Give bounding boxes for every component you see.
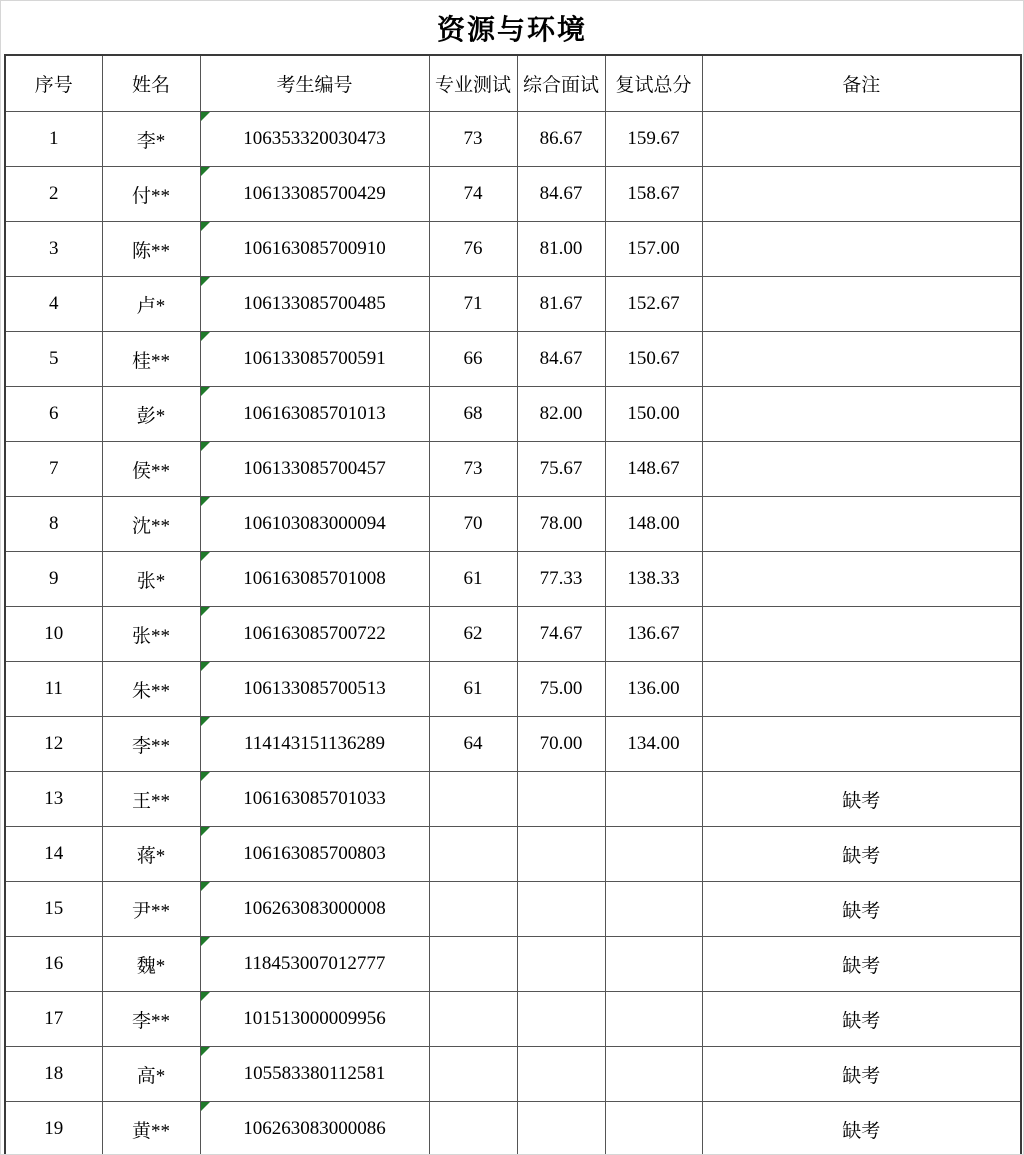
cell-value: 150.00 (627, 403, 680, 424)
cell-value: 106133085700485 (243, 293, 386, 314)
cell-retest-total (605, 277, 702, 332)
number-stored-as-text-triangle-icon (201, 277, 210, 286)
cell-remarks (702, 662, 1021, 717)
cell-index (5, 1047, 102, 1102)
cell-comprehensive-interview (517, 552, 605, 607)
cell-comprehensive-interview (517, 662, 605, 717)
cell-candidate-id (200, 387, 429, 442)
column-header-professional-test: 专业测试 (429, 55, 517, 112)
number-stored-as-text-triangle-icon (201, 167, 210, 176)
cell-comprehensive-interview (517, 332, 605, 387)
cell-comprehensive-interview (517, 222, 605, 277)
cell-name (102, 497, 200, 552)
cell-professional-test (429, 497, 517, 552)
cell-comprehensive-interview (517, 1102, 605, 1155)
cell-name (102, 277, 200, 332)
header-row (5, 55, 1021, 112)
cell-candidate-id (200, 442, 429, 497)
cell-value: 152.67 (627, 293, 680, 314)
cell-index (5, 222, 102, 277)
cell-comprehensive-interview (517, 497, 605, 552)
cell-comprehensive-interview (517, 1047, 605, 1102)
cell-value: 缺考 (842, 900, 881, 922)
cell-value: 王** (131, 790, 170, 812)
cell-name (102, 937, 200, 992)
cell-candidate-id (200, 277, 429, 332)
cell-candidate-id (200, 222, 429, 277)
cell-value: 150.67 (627, 348, 680, 369)
cell-value: 73 (463, 128, 483, 149)
cell-value: 64 (463, 733, 483, 754)
cell-value: 沈** (131, 515, 170, 537)
cell-value: 106133085700457 (243, 458, 386, 479)
cell-comprehensive-interview (517, 442, 605, 497)
cell-remarks (702, 992, 1021, 1047)
cell-retest-total (605, 552, 702, 607)
cell-remarks (702, 937, 1021, 992)
cell-retest-total (605, 1047, 702, 1102)
cell-value: 148.67 (627, 458, 680, 479)
cell-value: 缺考 (842, 1010, 881, 1032)
cell-value: 12 (44, 733, 64, 754)
cell-comprehensive-interview (517, 607, 605, 662)
cell-remarks (702, 387, 1021, 442)
cell-candidate-id (200, 717, 429, 772)
number-stored-as-text-triangle-icon (201, 442, 210, 451)
table-row (5, 332, 1021, 387)
column-header-remarks: 备注 (702, 55, 1021, 112)
number-stored-as-text-triangle-icon (201, 497, 210, 506)
cell-comprehensive-interview (517, 167, 605, 222)
cell-value: 缺考 (842, 790, 881, 812)
cell-comprehensive-interview (517, 717, 605, 772)
cell-value: 10 (44, 623, 64, 644)
cell-value: 18 (44, 1063, 64, 1084)
cell-name (102, 442, 200, 497)
cell-comprehensive-interview (517, 112, 605, 167)
cell-remarks (702, 497, 1021, 552)
number-stored-as-text-triangle-icon (201, 332, 210, 341)
cell-value: 148.00 (627, 513, 680, 534)
number-stored-as-text-triangle-icon (201, 112, 210, 121)
cell-retest-total (605, 442, 702, 497)
number-stored-as-text-triangle-icon (201, 552, 210, 561)
table-row (5, 277, 1021, 332)
cell-value: 81.00 (539, 238, 583, 259)
cell-value: 106163085701008 (243, 568, 386, 589)
cell-value: 114143151136289 (243, 733, 386, 754)
cell-value: 4 (49, 293, 59, 314)
table-row (5, 497, 1021, 552)
number-stored-as-text-triangle-icon (201, 1102, 210, 1111)
cell-value: 14 (44, 843, 64, 864)
cell-index (5, 662, 102, 717)
cell-value: 106163085701033 (243, 788, 386, 809)
cell-name (102, 772, 200, 827)
cell-index (5, 442, 102, 497)
number-stored-as-text-triangle-icon (201, 772, 210, 781)
cell-professional-test (429, 167, 517, 222)
cell-index (5, 167, 102, 222)
cell-index (5, 332, 102, 387)
cell-value: 高* (136, 1065, 166, 1087)
cell-candidate-id (200, 607, 429, 662)
number-stored-as-text-triangle-icon (201, 387, 210, 396)
cell-candidate-id (200, 662, 429, 717)
cell-value: 74 (463, 183, 483, 204)
cell-value: 84.67 (539, 348, 583, 369)
cell-value: 缺考 (842, 955, 881, 977)
cell-value: 157.00 (627, 238, 680, 259)
number-stored-as-text-triangle-icon (201, 882, 210, 891)
table-row (5, 827, 1021, 882)
cell-name (102, 607, 200, 662)
cell-value: 68 (463, 403, 483, 424)
cell-retest-total (605, 222, 702, 277)
cell-value: 缺考 (842, 845, 881, 867)
cell-value: 159.67 (627, 128, 680, 149)
cell-value: 106133085700429 (243, 183, 386, 204)
cell-value: 张* (136, 570, 166, 592)
cell-remarks (702, 1047, 1021, 1102)
cell-value: 86.67 (539, 128, 583, 149)
cell-name (102, 882, 200, 937)
cell-value: 75.67 (539, 458, 583, 479)
cell-value: 15 (44, 898, 64, 919)
number-stored-as-text-triangle-icon (201, 662, 210, 671)
cell-professional-test (429, 1047, 517, 1102)
cell-value: 8 (49, 513, 59, 534)
cell-value: 16 (44, 953, 64, 974)
table-row (5, 772, 1021, 827)
cell-value: 缺考 (842, 1065, 881, 1087)
cell-comprehensive-interview (517, 827, 605, 882)
cell-retest-total (605, 607, 702, 662)
cell-name (102, 222, 200, 277)
cell-retest-total (605, 882, 702, 937)
cell-professional-test (429, 992, 517, 1047)
cell-value: 101513000009956 (243, 1008, 386, 1029)
table-row (5, 607, 1021, 662)
cell-name (102, 112, 200, 167)
table-row (5, 387, 1021, 442)
column-header-name: 姓名 (102, 55, 200, 112)
cell-retest-total (605, 717, 702, 772)
cell-value: 106353320030473 (243, 128, 386, 149)
cell-value: 黄** (131, 1120, 170, 1142)
cell-name (102, 332, 200, 387)
cell-value: 106163085701013 (243, 403, 386, 424)
table-body (5, 112, 1021, 1155)
cell-candidate-id (200, 882, 429, 937)
cell-value: 82.00 (539, 403, 583, 424)
cell-value: 卢* (136, 295, 166, 317)
cell-value: 李* (136, 130, 166, 152)
cell-retest-total (605, 112, 702, 167)
cell-value: 桂** (131, 350, 170, 372)
cell-value: 尹** (131, 900, 170, 922)
cell-value: 136.67 (627, 623, 680, 644)
cell-remarks (702, 1102, 1021, 1155)
cell-name (102, 387, 200, 442)
cell-professional-test (429, 937, 517, 992)
cell-name (102, 662, 200, 717)
cell-value: 李** (131, 1010, 170, 1032)
cell-candidate-id (200, 992, 429, 1047)
cell-index (5, 552, 102, 607)
cell-value: 66 (463, 348, 483, 369)
column-header-index: 序号 (5, 55, 102, 112)
number-stored-as-text-triangle-icon (201, 607, 210, 616)
table-row (5, 167, 1021, 222)
cell-value: 76 (463, 238, 483, 259)
cell-index (5, 937, 102, 992)
cell-retest-total (605, 662, 702, 717)
cell-candidate-id (200, 772, 429, 827)
cell-value: 13 (44, 788, 64, 809)
cell-value: 70 (463, 513, 483, 534)
cell-value: 6 (49, 403, 59, 424)
number-stored-as-text-triangle-icon (201, 992, 210, 1001)
cell-index (5, 717, 102, 772)
cell-remarks (702, 607, 1021, 662)
cell-professional-test (429, 222, 517, 277)
number-stored-as-text-triangle-icon (201, 222, 210, 231)
cell-value: 71 (463, 293, 483, 314)
table-row (5, 717, 1021, 772)
cell-value: 106133085700591 (243, 348, 386, 369)
cell-remarks (702, 772, 1021, 827)
cell-comprehensive-interview (517, 937, 605, 992)
cell-retest-total (605, 827, 702, 882)
cell-value: 70.00 (539, 733, 583, 754)
table-row (5, 1047, 1021, 1102)
cell-value: 陈** (131, 240, 170, 262)
cell-value: 19 (44, 1118, 64, 1139)
cell-value: 74.67 (539, 623, 583, 644)
cell-value: 73 (463, 458, 483, 479)
cell-candidate-id (200, 112, 429, 167)
title-bar (1, 1, 1023, 54)
cell-remarks (702, 717, 1021, 772)
cell-professional-test (429, 552, 517, 607)
cell-remarks (702, 827, 1021, 882)
cell-value: 侯** (131, 460, 170, 482)
cell-value: 7 (49, 458, 59, 479)
cell-value: 105583380112581 (243, 1063, 386, 1084)
cell-index (5, 882, 102, 937)
column-header-candidate-id: 考生编号 (200, 55, 429, 112)
cell-value: 缺考 (842, 1120, 881, 1142)
cell-value: 朱** (131, 680, 170, 702)
cell-value: 84.67 (539, 183, 583, 204)
cell-index (5, 387, 102, 442)
cell-professional-test (429, 772, 517, 827)
cell-retest-total (605, 937, 702, 992)
cell-candidate-id (200, 827, 429, 882)
cell-name (102, 827, 200, 882)
page-title: 资源与环境 (436, 14, 587, 46)
cell-index (5, 277, 102, 332)
cell-value: 1 (49, 128, 59, 149)
cell-remarks (702, 277, 1021, 332)
table-row (5, 992, 1021, 1047)
cell-value: 81.67 (539, 293, 583, 314)
cell-remarks (702, 112, 1021, 167)
cell-remarks (702, 882, 1021, 937)
table-row (5, 882, 1021, 937)
cell-value: 17 (44, 1008, 64, 1029)
cell-professional-test (429, 827, 517, 882)
cell-value: 11 (44, 678, 63, 699)
cell-value: 李** (131, 735, 170, 757)
table-row (5, 937, 1021, 992)
cell-name (102, 717, 200, 772)
cell-value: 61 (463, 568, 483, 589)
cell-retest-total (605, 497, 702, 552)
cell-retest-total (605, 387, 702, 442)
table-row (5, 552, 1021, 607)
cell-retest-total (605, 772, 702, 827)
cell-candidate-id (200, 497, 429, 552)
cell-comprehensive-interview (517, 772, 605, 827)
column-header-comprehensive-interview: 综合面试 (517, 55, 605, 112)
cell-value: 106163085700722 (243, 623, 386, 644)
cell-candidate-id (200, 167, 429, 222)
cell-remarks (702, 552, 1021, 607)
cell-professional-test (429, 662, 517, 717)
cell-retest-total (605, 992, 702, 1047)
cell-value: 106263083000086 (243, 1118, 386, 1139)
cell-value: 3 (49, 238, 59, 259)
cell-professional-test (429, 332, 517, 387)
cell-candidate-id (200, 332, 429, 387)
table-row (5, 442, 1021, 497)
table-row (5, 112, 1021, 167)
cell-name (102, 167, 200, 222)
table-row (5, 1102, 1021, 1155)
cell-index (5, 1102, 102, 1155)
cell-index (5, 992, 102, 1047)
table-row (5, 222, 1021, 277)
cell-comprehensive-interview (517, 387, 605, 442)
cell-value: 158.67 (627, 183, 680, 204)
cell-name (102, 1047, 200, 1102)
cell-value: 106133085700513 (243, 678, 386, 699)
cell-remarks (702, 332, 1021, 387)
cell-value: 蒋* (136, 845, 166, 867)
cell-professional-test (429, 387, 517, 442)
cell-value: 106263083000008 (243, 898, 386, 919)
cell-remarks (702, 222, 1021, 277)
cell-candidate-id (200, 937, 429, 992)
cell-value: 魏* (136, 955, 166, 977)
cell-value: 2 (49, 183, 59, 204)
cell-value: 106103083000094 (243, 513, 386, 534)
cell-comprehensive-interview (517, 277, 605, 332)
cell-value: 9 (49, 568, 59, 589)
cell-value: 106163085700910 (243, 238, 386, 259)
cell-remarks (702, 167, 1021, 222)
cell-value: 134.00 (627, 733, 680, 754)
cell-candidate-id (200, 1047, 429, 1102)
number-stored-as-text-triangle-icon (201, 937, 210, 946)
cell-professional-test (429, 1102, 517, 1155)
cell-professional-test (429, 882, 517, 937)
cell-name (102, 1102, 200, 1155)
cell-value: 彭* (136, 405, 166, 427)
cell-professional-test (429, 112, 517, 167)
cell-value: 77.33 (539, 568, 583, 589)
cell-value: 付** (131, 185, 170, 207)
cell-comprehensive-interview (517, 992, 605, 1047)
cell-comprehensive-interview (517, 882, 605, 937)
cell-value: 118453007012777 (243, 953, 386, 974)
cell-value: 61 (463, 678, 483, 699)
cell-value: 75.00 (539, 678, 583, 699)
cell-professional-test (429, 717, 517, 772)
cell-value: 62 (463, 623, 483, 644)
cell-value: 张** (131, 625, 170, 647)
cell-retest-total (605, 167, 702, 222)
cell-professional-test (429, 442, 517, 497)
number-stored-as-text-triangle-icon (201, 717, 210, 726)
cell-name (102, 992, 200, 1047)
cell-index (5, 497, 102, 552)
cell-index (5, 772, 102, 827)
score-table (4, 54, 1022, 1155)
cell-index (5, 112, 102, 167)
cell-candidate-id (200, 552, 429, 607)
cell-value: 136.00 (627, 678, 680, 699)
cell-value: 138.33 (627, 568, 680, 589)
column-header-retest-total: 复试总分 (605, 55, 702, 112)
cell-retest-total (605, 332, 702, 387)
cell-value: 106163085700803 (243, 843, 386, 864)
cell-value: 78.00 (539, 513, 583, 534)
cell-professional-test (429, 277, 517, 332)
table-row (5, 662, 1021, 717)
cell-candidate-id (200, 1102, 429, 1155)
number-stored-as-text-triangle-icon (201, 1047, 210, 1056)
cell-retest-total (605, 1102, 702, 1155)
cell-professional-test (429, 607, 517, 662)
cell-index (5, 607, 102, 662)
number-stored-as-text-triangle-icon (201, 827, 210, 836)
cell-value: 5 (49, 348, 59, 369)
cell-name (102, 552, 200, 607)
cell-remarks (702, 442, 1021, 497)
cell-index (5, 827, 102, 882)
